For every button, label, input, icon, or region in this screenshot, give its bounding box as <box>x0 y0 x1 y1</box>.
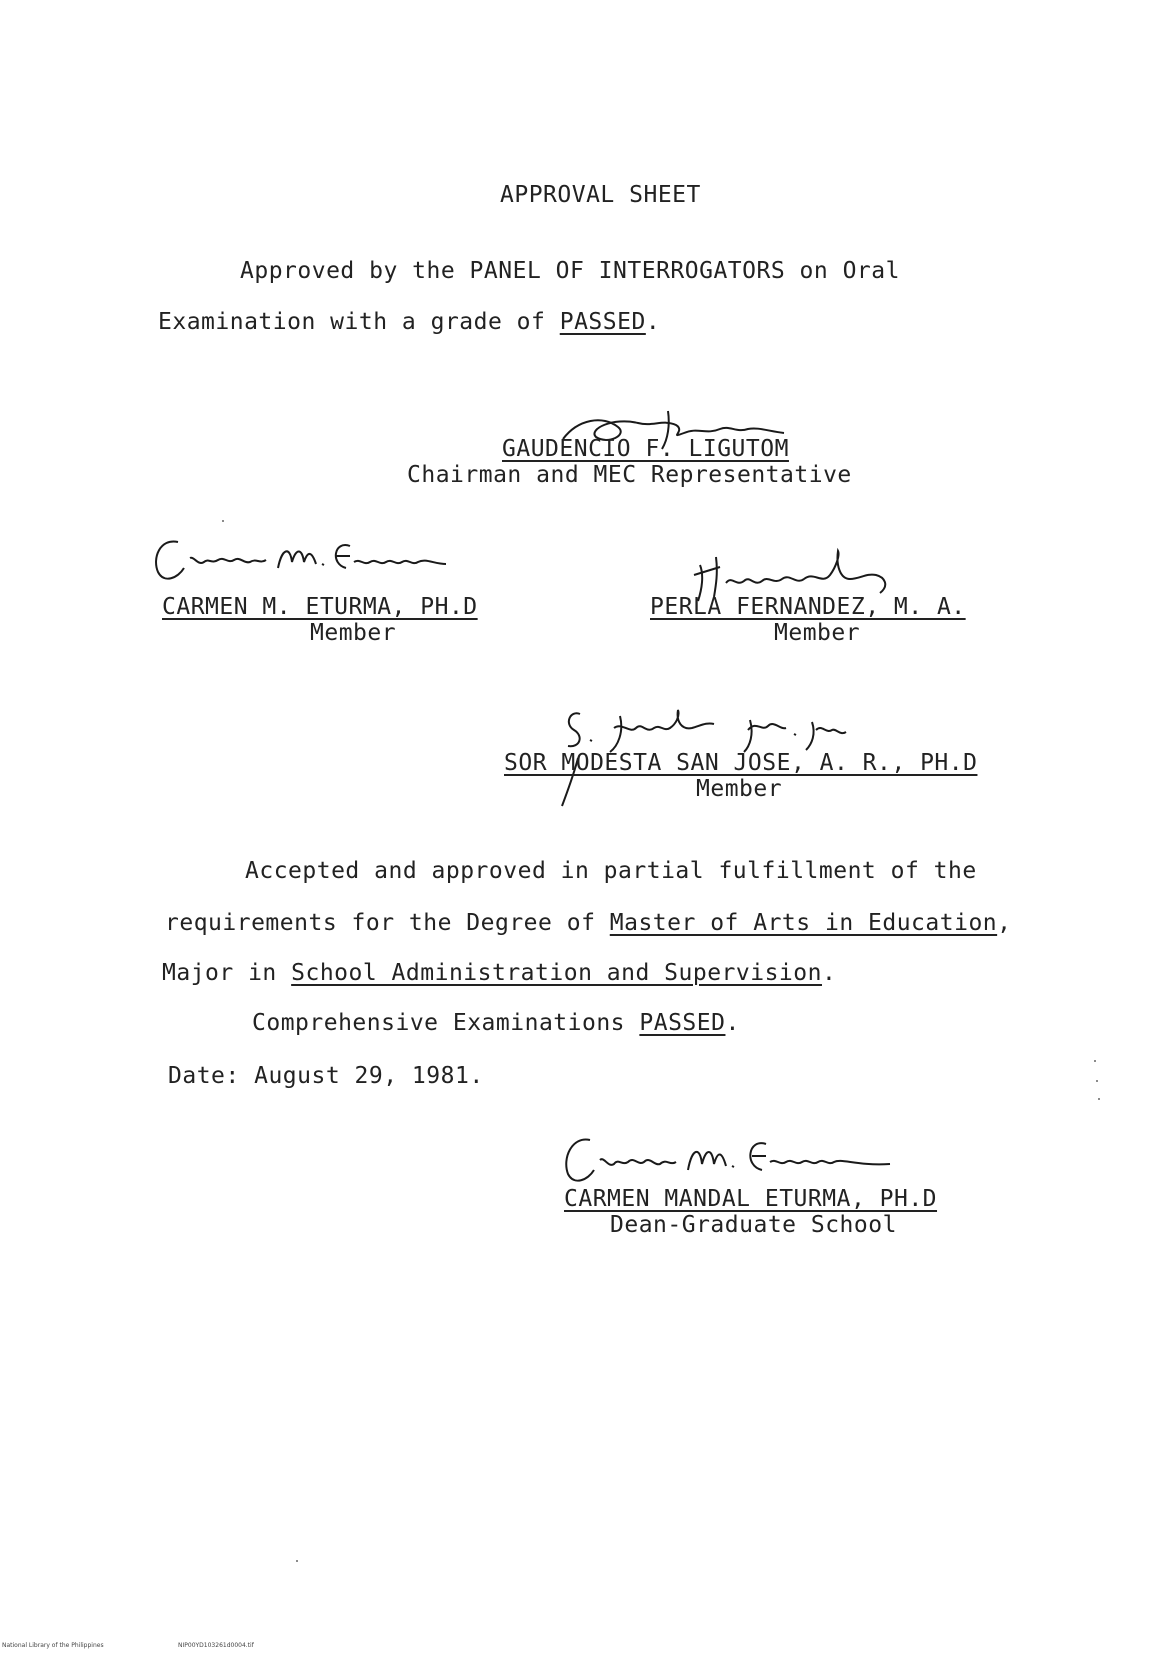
chairman-name: GAUDENCIO F. LIGUTOM <box>502 436 789 462</box>
comprehensive-prefix: Comprehensive Examinations <box>252 1010 640 1036</box>
member1-role: Member <box>310 620 397 646</box>
document-title: APPROVAL SHEET <box>500 182 701 208</box>
footer-library-name: National Library of the Philippines <box>2 1642 104 1649</box>
scan-speck <box>296 1560 298 1562</box>
date-line <box>168 1063 484 1089</box>
member1-name: CARMEN M. ETURMA, PH.D <box>162 594 478 620</box>
approval-line-2-suffix: . <box>645 309 661 335</box>
comprehensive-result: PASSED <box>639 1010 726 1036</box>
major-name: School Administration and Supervision <box>291 960 822 986</box>
acceptance-line-2 <box>165 910 1012 936</box>
approval-line-2 <box>158 309 660 335</box>
date-label: Date: <box>168 1063 240 1089</box>
approval-line-1: Approved by the PANEL OF INTERROGATORS on Oral <box>240 258 900 284</box>
member3-name: SOR MODESTA SAN JOSE, A. R., PH.D <box>504 750 978 776</box>
acceptance-line-2-prefix: requirements for the Degree of <box>165 910 610 936</box>
member2-role: Member <box>774 620 861 646</box>
scan-speck <box>1096 1080 1098 1082</box>
chairman-role: Chairman and MEC Representative <box>407 462 852 488</box>
acceptance-line-3 <box>162 960 836 986</box>
member2-name: PERLA FERNANDEZ, M. A. <box>650 594 966 620</box>
dean-name: CARMEN MANDAL ETURMA, PH.D <box>564 1186 938 1212</box>
member3-role: Member <box>696 776 783 802</box>
acceptance-line-2-suffix: , <box>997 910 1012 936</box>
scan-speck <box>1098 1098 1100 1100</box>
scan-speck <box>1094 1060 1096 1062</box>
dean-role: Dean-Graduate School <box>610 1212 897 1238</box>
comprehensive-suffix: . <box>725 1010 740 1036</box>
acceptance-line-3-prefix: Major in <box>162 960 292 986</box>
acceptance-line-1: Accepted and approved in partial fulfillment of the <box>245 858 977 884</box>
degree-name: Master of Arts in Education <box>609 910 998 936</box>
member1-signature <box>150 528 450 598</box>
comprehensive-exam-line <box>252 1010 740 1036</box>
oral-exam-grade: PASSED <box>559 309 646 335</box>
footer-file-name: NIP00YD103261d0004.tif <box>178 1642 254 1649</box>
acceptance-line-3-suffix: . <box>821 960 837 986</box>
scan-speck <box>222 520 224 522</box>
approval-line-2-prefix: Examination with a grade of <box>158 309 560 335</box>
date-value: August 29, 1981. <box>254 1063 484 1089</box>
